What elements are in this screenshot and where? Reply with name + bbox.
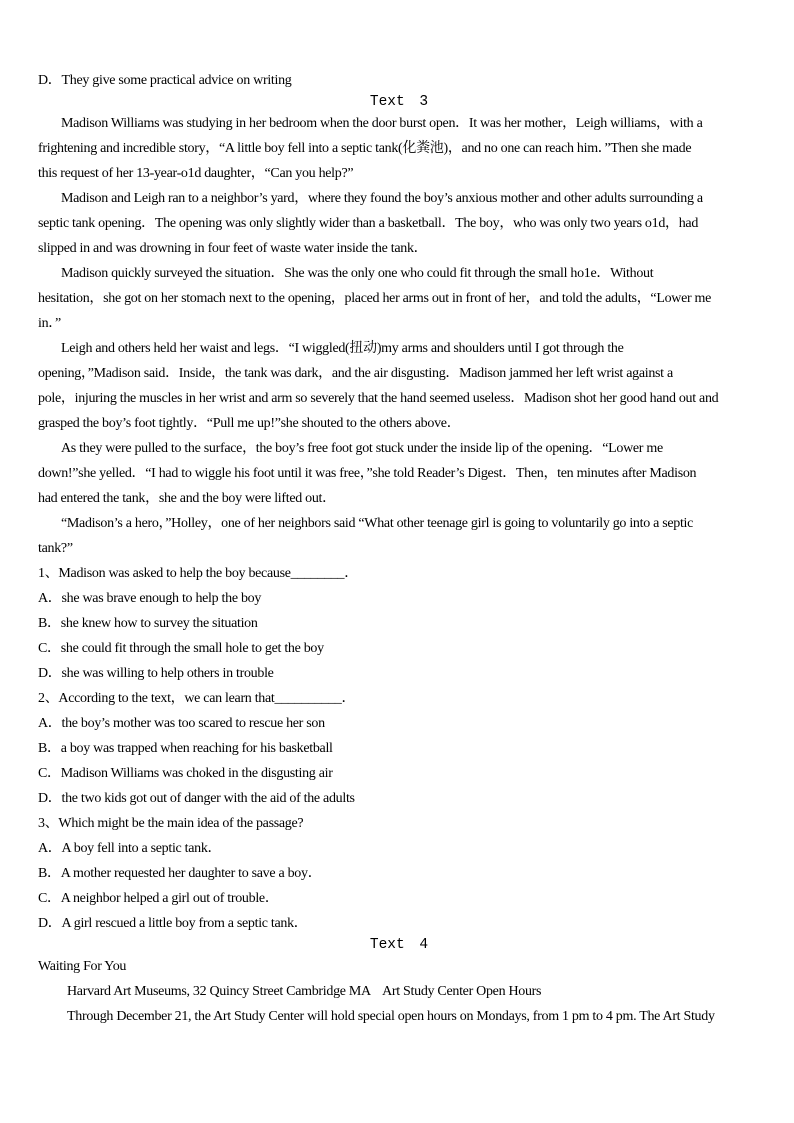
text-line: Harvard Art Museums, 32 Quincy Street Cambridge MA Art Study Center Open Hours xyxy=(67,984,542,999)
text-line: this request of her 13-year-o1d daughter，“Can you help?” xyxy=(38,166,354,181)
text-line: pole，injuring the muscles in her wrist and arm so severely that the hand seemed useless．Madison shot her good hand out and xyxy=(38,391,719,406)
text-line: in．” xyxy=(38,316,61,331)
text-line: B．a boy was trapped when reaching for his basketball xyxy=(38,741,333,756)
text-line: slipped in and was drowning in four feet of waste water inside the tank． xyxy=(38,241,428,256)
text-line: opening，”Madison said．Inside，the tank was dark，and the air disgusting．Madison jammed her left wrist against a xyxy=(38,366,673,381)
text-line: frightening and incredible story，“A little boy fell into a septic tank(化粪池)，and no one can reach him．”Then she made xyxy=(38,141,692,156)
text-line: C．A neighbor helped a girl out of trouble． xyxy=(38,891,279,906)
text-line: C．Madison Williams was choked in the disgusting air xyxy=(38,766,333,781)
text-line: hesitation，she got on her stomach next to the opening，placed her arms out in front of her，and told the adults，“Lower me xyxy=(38,291,712,306)
text-line: D．the two kids got out of danger with the aid of the adults xyxy=(38,791,355,806)
text-line: 1、Madison was asked to help the boy because________． xyxy=(38,566,358,581)
text-line: D．she was willing to help others in trouble xyxy=(38,666,274,681)
text-line: As they were pulled to the surface，the boy’s free foot got stuck under the inside lip of the opening．“Lower me xyxy=(61,441,663,456)
section-heading: Text 4 xyxy=(369,937,429,953)
text-line: 2、According to the text，we can learn that__________． xyxy=(38,691,356,706)
text-line: A．the boy’s mother was too scared to rescue her son xyxy=(38,716,325,731)
text-line: D．A girl rescued a little boy from a septic tank． xyxy=(38,916,308,931)
text-line: “Madison’s a hero，”Holley，one of her neighbors said “What other teenage girl is going to voluntarily go into a septic xyxy=(61,516,694,531)
text-line: A．she was brave enough to help the boy xyxy=(38,591,262,606)
text-line: Madison Williams was studying in her bedroom when the door burst open．It was her mother，Leigh williams，with a xyxy=(61,116,703,131)
text-line: C．she could fit through the small hole to get the boy xyxy=(38,641,324,656)
text-line: Leigh and others held her waist and legs．“I wiggled(扭动)my arms and shoulders until I got through the xyxy=(61,341,624,356)
text-line: A．A boy fell into a septic tank． xyxy=(38,841,222,856)
text-line: B．A mother requested her daughter to save a boy． xyxy=(38,866,322,881)
text-line: down!”she yelled．“I had to wiggle his foot until it was free，”she told Reader’s Digest．Then，ten minutes after Madison xyxy=(38,466,697,481)
text-line: Madison and Leigh ran to a neighbor’s yard，where they found the boy’s anxious mother and other adults surrounding a xyxy=(61,191,703,206)
text-line: 3、Which might be the main idea of the passage? xyxy=(38,816,304,831)
text-line: Waiting For You xyxy=(38,959,127,974)
text-line: had entered the tank，she and the boy were lifted out． xyxy=(38,491,336,506)
text-line: B．she knew how to survey the situation xyxy=(38,616,258,631)
section-heading: Text 3 xyxy=(369,94,429,110)
text-line: tank?” xyxy=(38,541,73,556)
text-line: Through December 21, the Art Study Center will hold special open hours on Mondays, from 1 pm to 4 pm. The Art Study xyxy=(67,1009,715,1024)
text-line: D．They give some practical advice on writing xyxy=(38,73,292,88)
text-line: septic tank opening．The opening was only slightly wider than a basketball．The boy，who was only two years o1d，had xyxy=(38,216,699,231)
text-line: grasped the boy’s foot tightly．“Pull me up!”she shouted to the others above． xyxy=(38,416,461,431)
text-line: Madison quickly surveyed the situation．She was the only one who could fit through the small ho1e．Without xyxy=(61,266,654,281)
